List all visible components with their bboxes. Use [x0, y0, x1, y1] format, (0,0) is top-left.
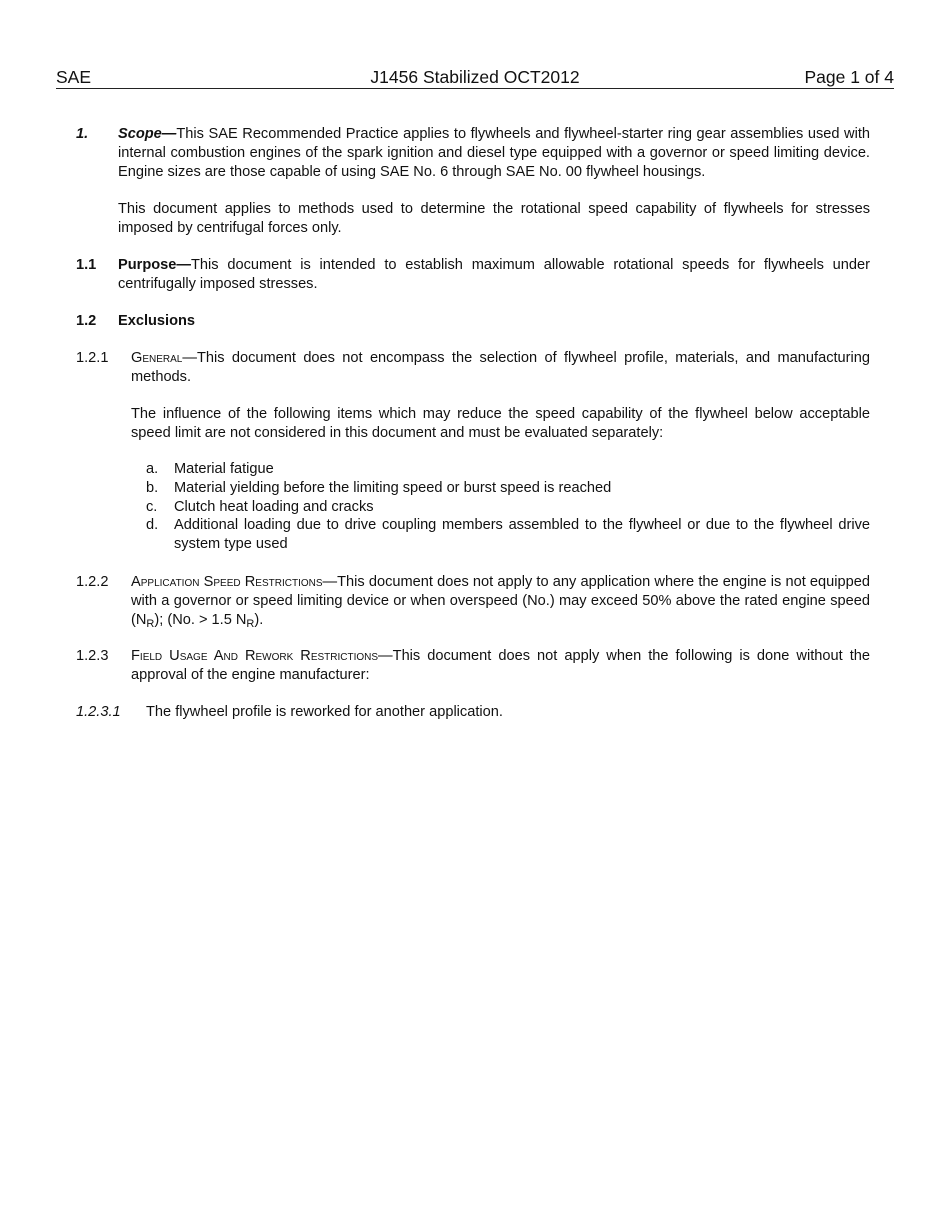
- section-1-2-3-title: Field Usage And Rework Restrictions—: [131, 648, 393, 664]
- list-item-letter: c.: [146, 499, 158, 515]
- subscript-r: R: [146, 618, 155, 630]
- list-item-letter: d.: [146, 517, 159, 533]
- section-1-2-3-1-number: 1.2.3.1: [76, 704, 121, 720]
- list-item-letter: b.: [146, 480, 159, 496]
- list-item: Clutch heat loading and cracks: [174, 499, 374, 515]
- section-1-2-2-text: This document does not apply to any application where the engine is not equipped with a governor or speed limiting device or when overspeed (No.) may exceed 50% above the rated engine speed (N: [131, 574, 870, 628]
- section-1-2-2-text-mid: ); (No. > 1.5 N: [154, 612, 247, 628]
- section-1-2-3-text: This document does not apply when the following is done without the approval of the engine manufacturer:: [131, 648, 870, 683]
- subscript-r: R: [246, 618, 255, 630]
- list-item: Material yielding before the limiting speed or burst speed is reached: [174, 480, 612, 496]
- header-org: SAE: [56, 67, 92, 87]
- header-doc-id: J1456 Stabilized OCT2012: [370, 67, 580, 87]
- section-1-2-2-text-end: ).: [254, 612, 264, 628]
- section-1-2-1-number: 1.2.1: [76, 350, 109, 366]
- section-1-2-2-speed-restrictions: [131, 573, 870, 630]
- section-1-2-1-general: [131, 349, 870, 387]
- section-1-2-3-1-text: The flywheel profile is reworked for another application.: [146, 704, 503, 720]
- section-1-2-title: Exclusions: [118, 313, 196, 329]
- list-item: Additional loading due to drive coupling members assembled to the flywheel or due to the flywheel drive system type used: [174, 517, 870, 552]
- list-item-letter: a.: [146, 461, 159, 477]
- section-1-title: Scope—: [118, 126, 177, 142]
- section-1-2-number: 1.2: [76, 313, 97, 329]
- section-1-2-1-text-2: The influence of the following items which may reduce the speed capability of the flywheel below acceptable speed limit are not considered in this document and must be evaluated separately:: [131, 406, 870, 441]
- section-1-scope: [118, 125, 870, 182]
- section-1-2-3-field-usage: [131, 647, 870, 685]
- section-1-text: This SAE Recommended Practice applies to flywheels and flywheel-starter ring gear assemblies used with internal combustion engines of the spark ignition and diesel type equipped with a governor or speed limiting device. Engine sizes are those capable of using SAE No. 6 through SAE No. 00 flywheel housings.: [118, 126, 870, 180]
- section-1-text-2: This document applies to methods used to determine the rotational speed capability of flywheels for stresses imposed by centrifugal forces only.: [118, 201, 870, 236]
- section-1-number: 1.: [76, 126, 89, 142]
- section-1-2-1-text: This document does not encompass the selection of flywheel profile, materials, and manufacturing methods.: [131, 350, 870, 385]
- section-1-1-text: This document is intended to establish maximum allowable rotational speeds for flywheels under centrifugally imposed stresses.: [118, 257, 870, 292]
- section-1-2-3-number: 1.2.3: [76, 648, 109, 664]
- section-1-1-purpose: [118, 256, 870, 294]
- page-header: [56, 66, 894, 89]
- section-1-2-2-title: Application Speed Restrictions—: [131, 574, 338, 590]
- section-1-1-title: Purpose—: [118, 257, 191, 273]
- header-page-number: Page 1 of 4: [804, 67, 894, 87]
- list-item: Material fatigue: [174, 461, 274, 477]
- section-1-2-2-number: 1.2.2: [76, 574, 109, 590]
- section-1-2-1-title: General—: [131, 350, 197, 366]
- section-1-1-number: 1.1: [76, 257, 97, 273]
